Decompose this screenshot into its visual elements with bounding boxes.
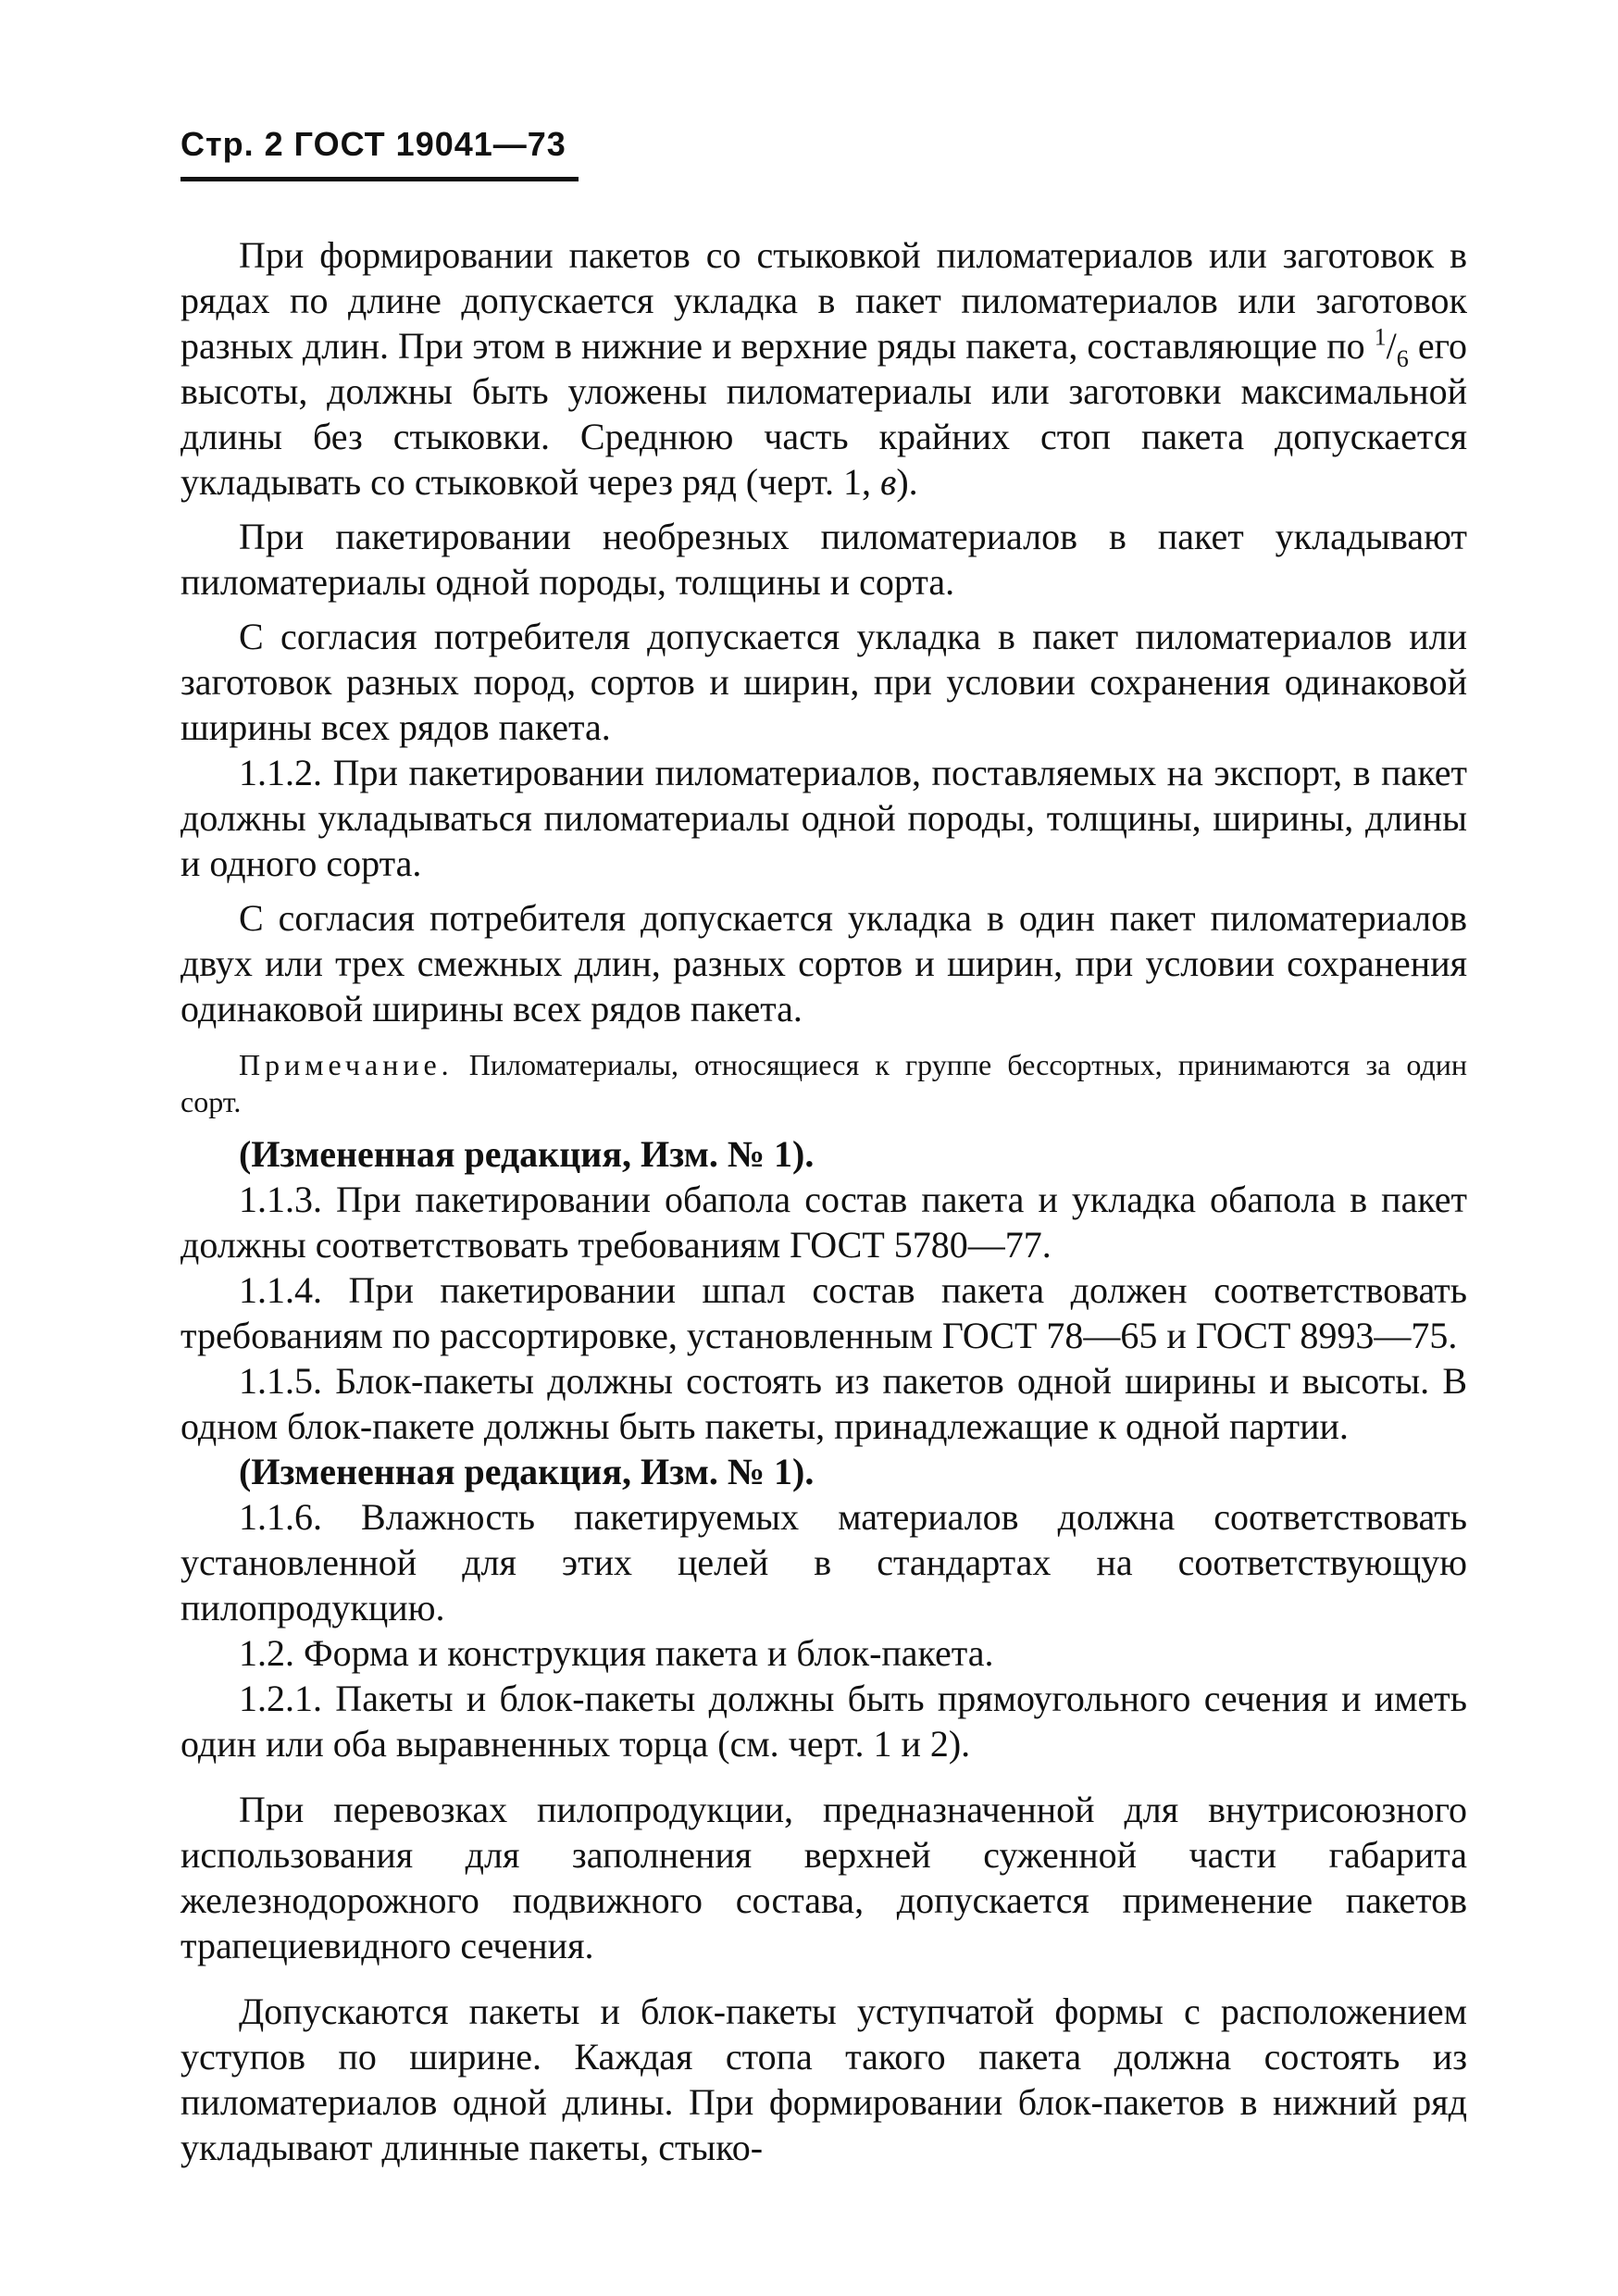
note-text: Пиломатериалы, относящиеся к группе бессортных, принимаются за один сорт. [180, 1048, 1467, 1118]
fraction-denominator: 6 [1396, 345, 1409, 372]
paragraph-consumer-consent-1: С согласия потребителя допускается укладка в пакет пиломатериалов или заготовок разных пород, сортов и ширин, при условии сохранения одинаковой ширины всех рядов пакета. [180, 616, 1467, 748]
paragraph-trapezoid-packets: При перевозках пилопродукции, предназначенной для внутрисоюзного использования для заполнения верхней суженной части габарита железнодорожного подвижного состава, допускается применение пакетов трапециевидного сечения. [180, 1789, 1467, 1966]
paragraph-1-1-2: 1.1.2. При пакетировании пиломатериалов, поставляемых на экспорт, в пакет должны укладываться пиломатериалы одной породы, толщины, ширины, длины и одного сорта. [180, 752, 1467, 884]
paragraph-packet-forming: При формировании пакетов со стыковкой пиломатериалов или заготовок в рядах по длине допускается укладка в пакет пиломатериалов или заготовок разных длин. При этом в нижние и верхние ряды пакета, составляющие по $^1/_6$ его высоты, должны быть уложены пиломатериалы или заготовки максимальной длины без стыковки. Среднюю часть крайних стоп пакета допускается укладывать со стыковкой через ряд (черт. 1, в). [180, 234, 1467, 503]
revision-note-2: (Измененная редакция, Изм. № 1). [239, 1451, 815, 1492]
paragraph-1-2: 1.2. Форма и конструкция пакета и блок-пакета. [239, 1632, 994, 1674]
paragraph-1-1-3: 1.1.3. При пакетировании обапола состав пакета и укладка обапола в пакет должны соответствовать требованиям ГОСТ 5780—77. [180, 1179, 1467, 1266]
note-label: Примечание. [239, 1048, 454, 1081]
page-label: Стр. 2 ГОСТ 19041—73 [180, 125, 566, 163]
paragraph-1-1-4: 1.1.4. При пакетировании шпал состав пакета должен соответствовать требованиям по рассортировке, установленным ГОСТ 78—65 и ГОСТ 8993—75. [180, 1269, 1467, 1356]
document-page [180, 125, 1467, 2170]
paragraph-stepped-packets: Допускаются пакеты и блок-пакеты уступчатой формы с расположением уступов по ширине. Каждая стопа такого пакета должна состоять из пиломатериалов одной длины. При формировании блок-пакетов в нижний ряд укладывают длинные пакеты, стыко- [180, 1990, 1467, 2168]
revision-note-1: (Измененная редакция, Изм. № 1). [239, 1133, 815, 1175]
page-header [180, 125, 579, 181]
paragraph-1-2-1: 1.2.1. Пакеты и блок-пакеты должны быть прямоугольного сечения и иметь один или оба выравненных торца (см. черт. 1 и 2). [180, 1678, 1467, 1765]
note [180, 1046, 1467, 1120]
paragraph-1-1-5: 1.1.5. Блок-пакеты должны состоять из пакетов одной ширины и высоты. В одном блок-пакете должны быть пакеты, принадлежащие к одной партии. [180, 1360, 1467, 1447]
paragraph-consumer-consent-2: С согласия потребителя допускается укладка в один пакет пиломатериалов двух или трех смежных длин, разных сортов и ширин, при условии сохранения одинаковой ширины всех рядов пакета. [180, 897, 1467, 1029]
paragraph-unedged-lumber: При пакетировании необрезных пиломатериалов в пакет укладывают пиломатериалы одной породы, толщины и сорта. [180, 516, 1467, 603]
paragraph-1-1-6: 1.1.6. Влажность пакетируемых материалов должна соответствовать установленной для этих целей в стандартах на соответствующую пилопродукцию. [180, 1496, 1467, 1628]
fraction-numerator: 1 [1374, 323, 1387, 351]
